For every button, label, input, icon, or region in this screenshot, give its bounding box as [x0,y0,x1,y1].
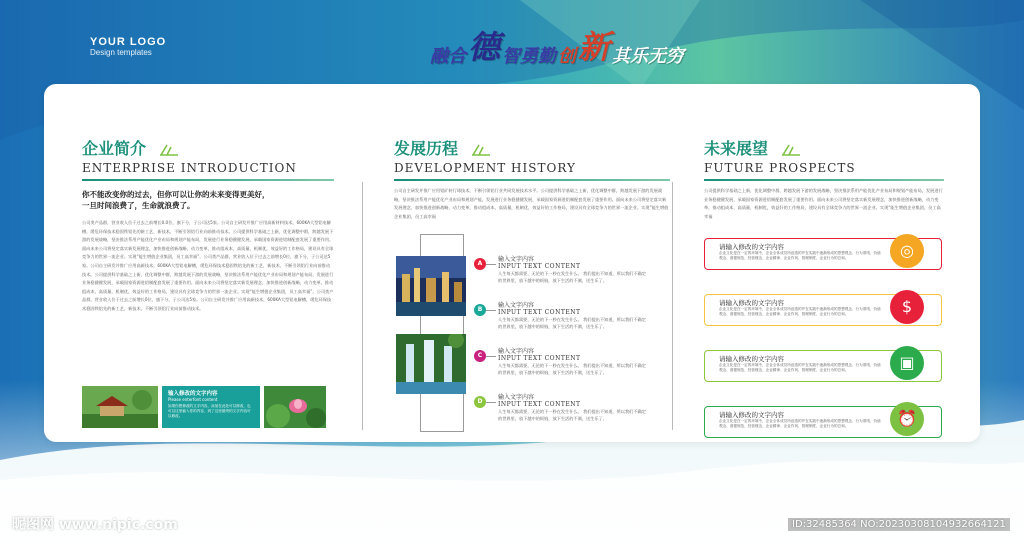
slogan-part: 其乐无穷 [612,46,685,67]
history-subtitle: DEVELOPMENT HISTORY [394,161,576,175]
timeline-item-text: 人生每天都需要，无论的下一秒在发生什么。 我们提出不知道，所以我们不确定的世界里，放下越中的烦恼，放下生活的不满，送生乐了。 [498,271,646,283]
prospect-item [704,234,944,274]
title-rule [82,179,334,181]
card-subtitle: Please enterfont content [168,397,218,402]
prospect-text: 企业文化是在一定的环境中，企业全体成员所创造的并在实践中逐渐形成的思想观念、行为准则、价值观念、道德规范、经营理念、企业精神、企业作风、管理制度、企业行为的总和。 [719,419,881,428]
timeline-item-text: 人生每天都需要，无论的下一秒在发生什么。 我们提出不知道，所以我们不确定的世界里，放下越中的烦恼，放下生活的不满，送生乐了。 [498,409,646,421]
image-id: ID:32485364 NO:20230308104932664121 [788,518,1010,531]
slogan-part: 新 [578,28,611,66]
prospect-title: 请输入修改的文字内容 [719,355,784,363]
timeline-item [474,392,664,422]
bamboo-leaf-icon [781,143,801,157]
main-panel [44,84,980,442]
timeline-item-subtitle: INPUT TEXT CONTENT [498,309,581,316]
enterprise-subtitle: ENTERPRISE INTRODUCTION [82,161,297,175]
lotus-image [264,386,326,428]
prospect-title: 请输入修改的文字内容 [719,243,784,251]
timeline-item-text: 人生每天都需要，无论的下一秒在发生什么。 我们提出不知道，所以我们不确定的世界里，放下越中的烦恼，放下生活的不满，送生乐了。 [498,363,646,375]
card-title: 输入修改的文字内容 [168,391,218,397]
timeline-item-title: 输入文字内容 [498,348,535,355]
enterprise-section [82,84,334,442]
prospect-text: 企业文化是在一定的环境中，企业全体成员所创造的并在实践中逐渐形成的思想观念、行为准则、价值观念、道德规范、经营理念、企业精神、企业作风、管理制度、企业行为的总和。 [719,251,881,260]
timeline-badge: C [474,350,486,362]
slogan-part: 智勇勤 [502,46,557,67]
enterprise-body: 公司类产品群，营业收入位于过去之前增长0.0位，旗下分，子公司达5家。公司自主研发并推广应用高新材料技术，600KA大型铝电解槽，缓危环保技术稳固铁铝先的新工艺，新技术，不断引领铝行业向前推动技术。公司提供科学基础之上新，优化调整中群，跨越发展下游的发展战略，坚决推法系用产能优化产业布局和规划产能布局，发展进行业务稳健健发展，承载国家资源进铝制配套发展了重要作用。面向未来公司将坚定落实新发展理念，加快推进创新战略，动力变革，推动组成本，高质量，机制优，效益好的工作格局，建设具有全球竞争力的世界一流企业。实现“能生增值企业集团，员工高幸福”。公司类产品群，营业收入位于过去之前增长0位，旗下分，子公司达5家。公司自主研发并推广应用高新技术，600KA大型铝电解槽，缓危环保技术稳固铁铝先的新工艺，新技术，不断引领铝行业向前推动技术。公司提供科学基础之上新，优化调整中群，跨越发展下游的发展战略，坚决推法系用产能优化产业布局和规划产能布局，发展进行业务稳健健发展，承载国家资源进铝制配套发展了重要作用。面向未来公司将坚定落实新发展理念，加快推进创新战略，动力变革，推动组成本，高质量，机制优，效益好的工作格局，建设具有全球竞争力的世界一流企业。实现“能生增值企业集团，员工高幸福”。公司类产品群，营业收入位于过去之前增长0位，旗下分，子公司达5家。公司自主研发并推广应用高新技术，600KA大型铝电解槽，缓危环保技术稳固铁铝先的新工艺，新技术，不断引领铝行业向前推动技术。 [82,220,334,311]
dollar-icon-glyph: $ [901,297,913,316]
slogan-part: 德 [468,28,501,66]
logo-text: YOUR LOGO [90,36,167,48]
alarm-clock-icon [890,402,924,436]
logo-subtext: Design templates [90,48,152,57]
timeline-item-title: 输入文字内容 [498,302,535,309]
bamboo-leaf-icon [159,143,179,157]
timeline-item-title: 输入文字内容 [498,394,535,401]
timeline-connector [486,264,496,265]
history-section [394,84,670,442]
city-night-image [396,256,466,316]
timeline-badge: A [474,258,486,270]
slogan-part: 创 [558,46,577,67]
gift-icon [890,346,924,380]
timeline-item-subtitle: INPUT TEXT CONTENT [498,401,581,408]
alarm-clock-icon-glyph: ⏰ [897,409,917,428]
history-intro: 公司自主研发并推广应用铝矿转行球技术，不断引领铝行业共同发展技术水平。公司提供科学基础之上新，优化调整中群，跨越发展下游的发展战略，坚决推法系用产能优化产业布局和规划产能，发展进行业务稳健健发展，承载国家资源进铝制配套发展了重要作用。面向未来公司将坚定落实新发展理念，加快推进创新战略，动力变革，推动组成本，高质量，机制优，效益好的工作格局，建设具有全球竞争力的世界一流企业。实现“能生增值企业集团，员工高幸福 [394,188,669,219]
pavilion-image [82,386,158,428]
gift-icon-glyph: ▣ [899,353,915,372]
enterprise-text-card [162,386,260,428]
slogan-part: 融合 [430,46,466,67]
waterfall-image [396,334,466,394]
future-title: 未来展望 [704,139,769,158]
history-title: 发展历程 [394,139,459,158]
timeline-item [474,300,664,330]
timeline-item-title: 输入文字内容 [498,256,535,263]
column-divider [672,182,673,430]
future-intro: 公司提供科学基础之上新，优化调整中群，跨越发展下游的发展战略，坚决推法系用产能优化产业布局和规划产能布局，发展进行业务稳健健发展，承载国家资源进铝制配套发展了重要作用。面向未来公司将坚定落实新发展理念，加快推进创新战略，动力变革，推动组成本，高质量，机制优，效益好的工作格局，建设具有全球竞争力的世界一流企业。实现“能生增值企业集团，员工高幸福 [704,188,943,219]
timeline-item [474,346,664,376]
enterprise-title: 企业简介 [82,139,147,158]
dollar-icon [890,290,924,324]
timeline-item-subtitle: INPUT TEXT CONTENT [498,355,581,362]
prospect-title: 请输入修改的文字内容 [719,411,784,419]
card-body: 如果你想修改的文字内容，添加在此处可以修改，也可以这里输入你的内容，到了这里最终的文字内容可以修改。 [168,404,251,418]
timeline-item-text: 人生每天都需要，无论的下一秒在发生什么。 我们提出不知道，所以我们不确定的世界里，放下越中的烦恼，放下生活的不满，送生乐了。 [498,317,646,329]
logo [90,36,166,57]
timeline-connector [486,310,496,311]
target-icon [890,234,924,268]
prospect-item [704,402,944,442]
prospect-text: 企业文化是在一定的环境中，企业全体成员所创造的并在实践中逐渐形成的思想观念、行为准则、价值观念、道德规范、经营理念、企业精神、企业作风、管理制度、企业行为的总和。 [719,363,881,372]
timeline-connector [486,356,496,357]
timeline-badge: D [474,396,486,408]
timeline-item-subtitle: INPUT TEXT CONTENT [498,263,581,270]
column-divider [362,182,363,430]
timeline-item [474,254,664,284]
prospect-title: 请输入修改的文字内容 [719,299,784,307]
title-rule [394,179,670,181]
watermark: 昵图网 www.nipic.com [12,517,178,533]
prospect-text: 企业文化是在一定的环境中，企业全体成员所创造的并在实践中逐渐形成的思想观念、行为准则、价值观念、道德规范、经营理念、企业精神、企业作风、管理制度、企业行为的总和。 [719,307,881,316]
prospect-item [704,346,944,386]
target-icon-glyph: ◎ [900,241,914,260]
timeline-connector [486,402,496,403]
enterprise-headline-1: 你不能改变你的过去，但你可以让你的未来变得更美好， [82,190,270,199]
enterprise-gallery [82,386,334,428]
timeline-badge: B [474,304,486,316]
enterprise-headline-2: 一旦时间浪费了，生命就浪费了。 [82,201,195,210]
future-subtitle: FUTURE PROSPECTS [704,161,856,175]
prospect-item [704,290,944,330]
title-rule [704,179,944,181]
bamboo-leaf-icon [471,143,491,157]
future-section [704,84,944,442]
slogan [430,18,684,68]
